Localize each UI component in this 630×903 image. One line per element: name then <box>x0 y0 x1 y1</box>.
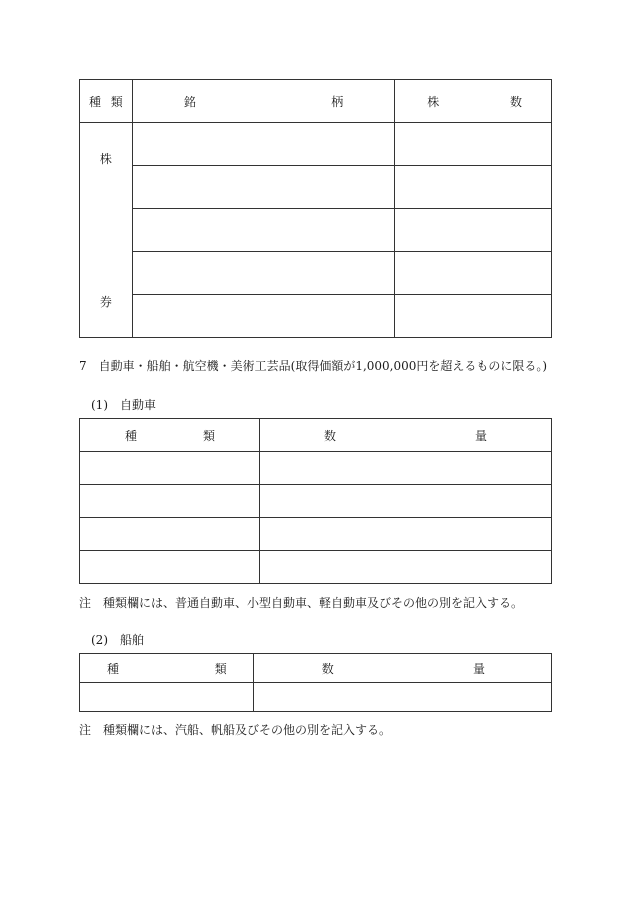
kind-cell[interactable] <box>80 485 260 518</box>
cars-note: 注 種類欄には、普通自動車、小型自動車、軽自動車及びその他の別を記入する。 <box>79 596 524 610</box>
stocks-table <box>79 79 552 338</box>
header-brand: 銘 柄 <box>132 80 394 123</box>
table-row <box>80 518 552 551</box>
header-kind: 種 類 <box>80 419 260 452</box>
table-row <box>80 166 552 209</box>
table-row <box>80 683 552 712</box>
share-count-cell[interactable] <box>395 252 552 295</box>
cars-table <box>79 418 552 584</box>
header-kind: 種 類 <box>80 80 133 123</box>
brand-cell[interactable] <box>132 209 394 252</box>
header-quantity: 数 量 <box>260 419 552 452</box>
section-7-heading: 7 自動車・船舶・航空機・美術工芸品(取得価額が1,000,000円を超えるものに限る。) <box>79 359 548 373</box>
ships-table <box>79 653 552 712</box>
quantity-cell[interactable] <box>253 683 551 712</box>
table-header-row <box>80 654 552 683</box>
table-header-row <box>80 80 552 123</box>
table-row <box>80 452 552 485</box>
kind-cell[interactable] <box>80 551 260 584</box>
share-count-cell[interactable] <box>395 166 552 209</box>
ships-subheading: (2) 船舶 <box>91 633 144 647</box>
header-share-count: 株 数 <box>395 80 552 123</box>
kind-cell[interactable] <box>80 518 260 551</box>
quantity-cell[interactable] <box>260 485 552 518</box>
table-row <box>80 295 552 338</box>
table-row <box>80 209 552 252</box>
kind-cell[interactable] <box>80 452 260 485</box>
brand-cell[interactable] <box>132 295 394 338</box>
brand-cell[interactable] <box>132 123 394 166</box>
table-row <box>80 551 552 584</box>
table-header-row <box>80 419 552 452</box>
table-row <box>80 485 552 518</box>
kind-cell[interactable] <box>80 683 254 712</box>
brand-cell[interactable] <box>132 252 394 295</box>
table-row <box>80 123 552 166</box>
ships-note: 注 種類欄には、汽船、帆船及びその他の別を記入する。 <box>79 723 392 737</box>
table-row <box>80 252 552 295</box>
header-kind: 種 類 <box>80 654 254 683</box>
share-count-cell[interactable] <box>395 209 552 252</box>
header-quantity: 数 量 <box>253 654 551 683</box>
brand-cell[interactable] <box>132 166 394 209</box>
cars-subheading: (1) 自動車 <box>91 398 156 412</box>
share-count-cell[interactable] <box>395 295 552 338</box>
quantity-cell[interactable] <box>260 551 552 584</box>
quantity-cell[interactable] <box>260 452 552 485</box>
share-count-cell[interactable] <box>395 123 552 166</box>
quantity-cell[interactable] <box>260 518 552 551</box>
kind-cell-stock-certificate: 株 券 <box>80 123 133 338</box>
